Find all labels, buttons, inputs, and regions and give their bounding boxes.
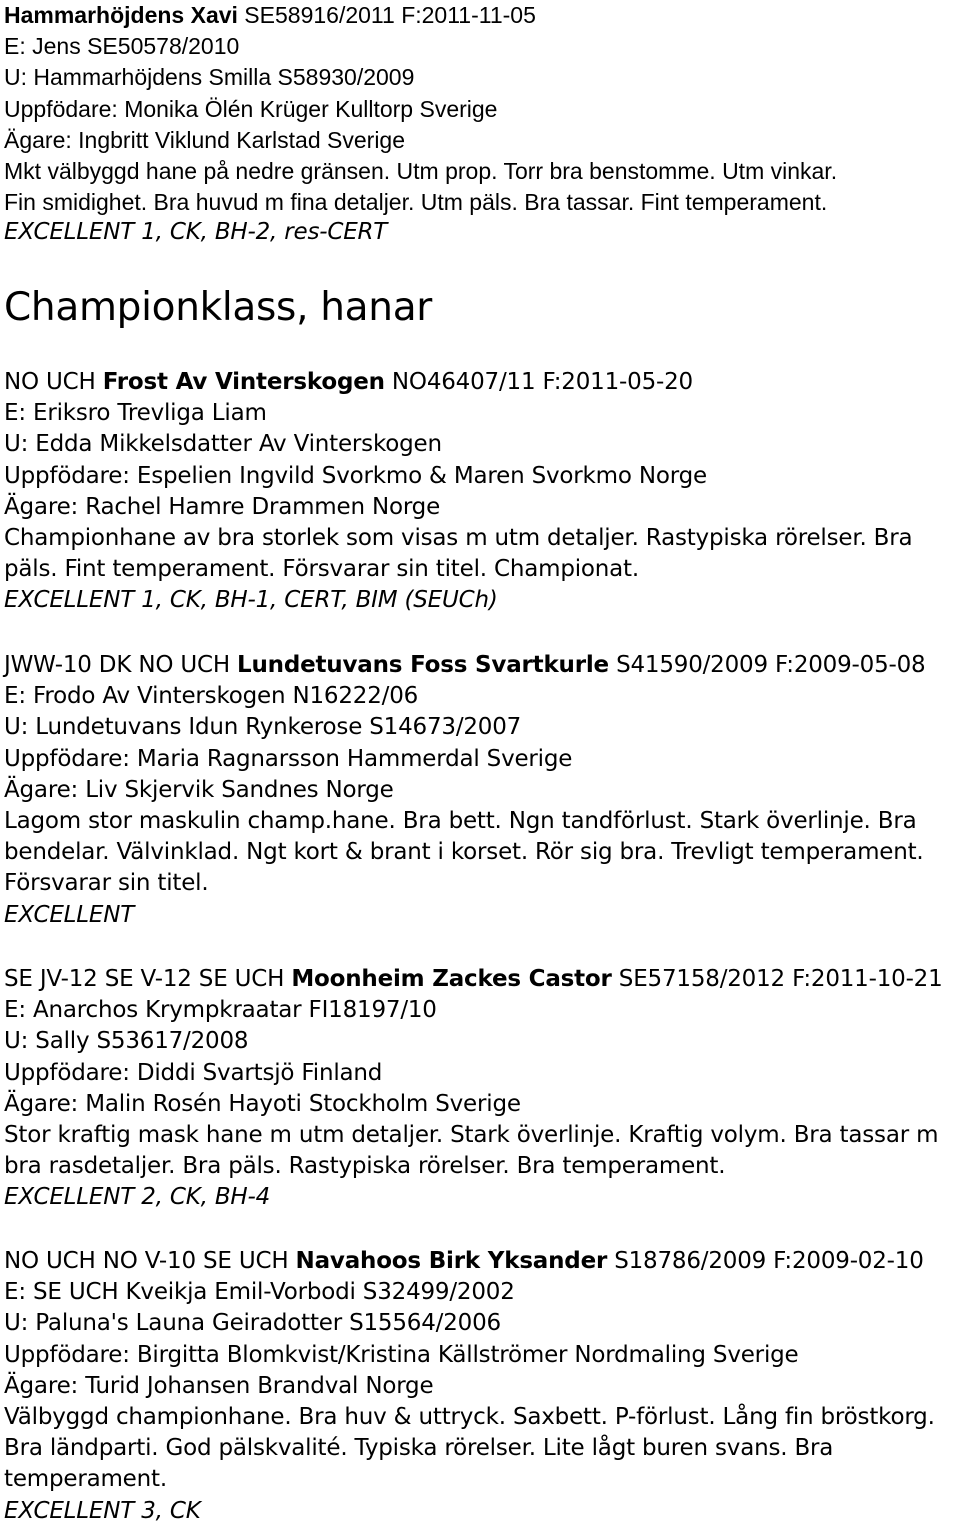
critique-line: Fin smidighet. Bra huvud m fina detaljer. Utm päls. Bra tassar. Fint temperament.: [4, 189, 828, 216]
dog-entry-moonheim-zackes-castor: [4, 964, 954, 1214]
registration-info: SE58916/2011 F:2011-11-05: [237, 2, 536, 28]
entry-title-line: [4, 650, 954, 681]
title-prefix: NO UCH: [4, 369, 103, 395]
dam-line: U: Edda Mikkelsdatter Av Vinterskogen: [4, 431, 442, 458]
result-line-wrapper: [4, 217, 954, 248]
entry-title-line: [4, 367, 954, 398]
owner-line: Ägare: Ingbritt Viklund Karlstad Sverige: [4, 126, 406, 153]
critique-line: Stor kraftig mask hane m utm detaljer. Stark överlinje. Kraftig volym. Bra tassar m: [4, 1121, 939, 1148]
result-line: EXCELLENT: [4, 901, 135, 928]
registration-info: SE57158/2012 F:2011-10-21: [611, 966, 943, 992]
result-line: EXCELLENT 1, CK, BH-2, res-CERT: [4, 219, 388, 245]
sire-line: E: Eriksro Trevliga Liam: [4, 400, 267, 427]
dog-name: Moonheim Zackes Castor: [291, 966, 612, 992]
dog-entry-lundetuvans-foss-svartkurle: [4, 650, 954, 931]
dog-name: Hammarhöjdens Xavi: [4, 2, 238, 28]
dog-entry-navahoos-birk-yksander: [4, 1246, 954, 1527]
critique-line: Lagom stor maskulin champ.hane. Bra bett. Ngn tandförlust. Stark överlinje. Bra: [4, 807, 917, 834]
critique-line: bra rasdetaljer. Bra päls. Rastypiska rörelser. Bra temperament.: [4, 1153, 726, 1180]
dam-line: U: Lundetuvans Idun Rynkerose S14673/2007: [4, 714, 522, 741]
breeder-line: Uppfödare: Monika Ölén Krüger Kulltorp Sverige: [4, 95, 498, 122]
result-line: EXCELLENT 1, CK, BH-1, CERT, BIM (SEUCh): [4, 587, 498, 614]
title-prefix: JWW-10 DK NO UCH: [4, 652, 238, 678]
sire-line: E: SE UCH Kveikja Emil-Vorbodi S32499/2002: [4, 1279, 515, 1306]
registration-info: NO46407/11 F:2011-05-20: [384, 369, 693, 395]
result-line: EXCELLENT 3, CK: [4, 1497, 201, 1524]
entry-title-line: [4, 964, 954, 995]
dam-line: U: Sally S53617/2008: [4, 1028, 249, 1055]
critique-line: bendelar. Välvinklad. Ngt kort & brant i korset. Rör sig bra. Trevligt temperament.: [4, 839, 924, 866]
breeder-line: Uppfödare: Diddi Svartsjö Finland: [4, 1059, 383, 1086]
critique-line: Försvarar sin titel.: [4, 870, 209, 897]
critique-line: Championhane av bra storlek som visas m utm detaljer. Rastypiska rörelser. Bra: [4, 524, 913, 551]
critique-line: Välbyggd championhane. Bra huv & uttryck. Saxbett. P-förlust. Lång fin bröstkorg.: [4, 1403, 935, 1430]
title-prefix: NO UCH NO V-10 SE UCH: [4, 1248, 296, 1274]
title-prefix: SE JV-12 SE V-12 SE UCH: [4, 966, 292, 992]
owner-line: Ägare: Turid Johansen Brandval Norge: [4, 1372, 434, 1399]
owner-line: Ägare: Liv Skjervik Sandnes Norge: [4, 776, 394, 803]
dog-name: Frost Av Vinterskogen: [102, 369, 385, 395]
critique-line: Bra ländparti. God pälskvalité. Typiska rörelser. Lite lågt buren svans. Bra: [4, 1435, 834, 1462]
entry-title-line: [4, 1246, 954, 1277]
breeder-line: Uppfödare: Espelien Ingvild Svorkmo & Maren Svorkmo Norge: [4, 462, 707, 489]
dam-line: U: Hammarhöjdens Smilla S58930/2009: [4, 64, 415, 91]
sire-line: E: Anarchos Krympkraatar FI18197/10: [4, 997, 437, 1024]
dam-line: U: Paluna's Launa Geiradotter S15564/2006: [4, 1310, 501, 1337]
critique-line: temperament.: [4, 1466, 167, 1493]
sire-line: E: Frodo Av Vinterskogen N16222/06: [4, 683, 419, 710]
sire-line: E: Jens SE50578/2010: [4, 33, 240, 60]
registration-info: S18786/2009 F:2009-02-10: [607, 1248, 924, 1274]
dog-entry-frost-av-vinterskogen: [4, 367, 954, 617]
owner-line: Ägare: Rachel Hamre Drammen Norge: [4, 493, 441, 520]
dog-entry-hammarhojdens-xavi: [4, 0, 954, 218]
breeder-line: Uppfödare: Maria Ragnarsson Hammerdal Sverige: [4, 745, 573, 772]
dog-name: Navahoos Birk Yksander: [295, 1248, 608, 1274]
registration-info: S41590/2009 F:2009-05-08: [608, 652, 926, 678]
owner-line: Ägare: Malin Rosén Hayoti Stockholm Sverige: [4, 1090, 521, 1117]
entry-title-line: [4, 0, 954, 31]
breeder-line: Uppfödare: Birgitta Blomkvist/Kristina Källströmer Nordmaling Sverige: [4, 1341, 799, 1368]
section-title: Championklass, hanar: [4, 285, 433, 330]
critique-line: Mkt välbyggd hane på nedre gränsen. Utm prop. Torr bra benstomme. Utm vinkar.: [4, 157, 838, 184]
result-line: EXCELLENT 2, CK, BH-4: [4, 1184, 271, 1211]
dog-name: Lundetuvans Foss Svartkurle: [237, 652, 609, 678]
critique-line: päls. Fint temperament. Försvarar sin titel. Championat.: [4, 556, 639, 583]
